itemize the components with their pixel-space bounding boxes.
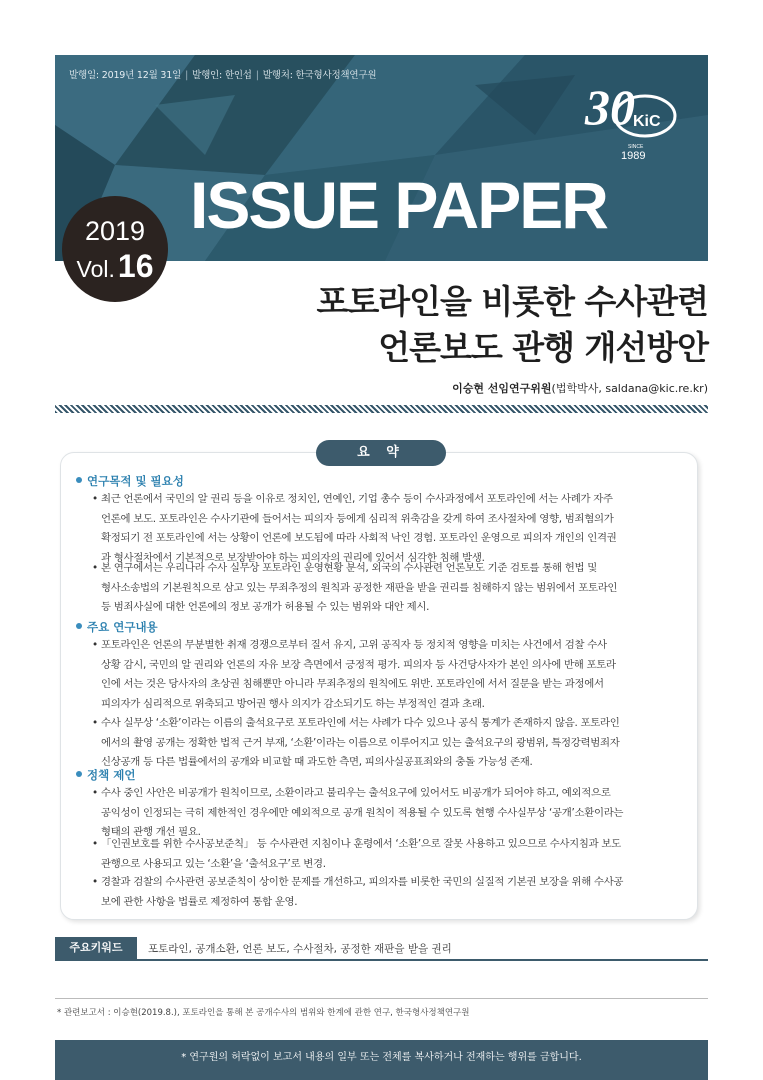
volume-label: Vol.	[76, 256, 115, 282]
bullet-dot: •	[92, 562, 98, 574]
bullet-line: 과 형사절차에서 기본적으로 보장받아야 하는 피의자의 권리에 있어서 심각한 침해 발생.	[101, 551, 485, 564]
bullet-line: 수사 중인 사안은 비공개가 원칙이므로, 소환이라고 불리우는 출석요구에 있어서도 비공개가 되어야 하고, 예외적으로	[101, 787, 611, 799]
section-bullet-dot	[76, 771, 82, 777]
volume-value: 16	[117, 248, 154, 284]
bullet-line: 최근 언론에서 국민의 알 권리 등을 이유로 정치인, 연예인, 기업 총수 등이 수사과정에서 포토라인에 서는 사례가 자주	[101, 493, 613, 505]
logo-acronym: KiC	[633, 113, 661, 130]
bullet-dot: •	[92, 639, 98, 651]
section-heading	[76, 767, 135, 783]
keywords-label: 주요키워드	[55, 937, 137, 959]
pub-date: 발행일: 2019년 12월 31일	[69, 70, 182, 81]
section-heading-text: 정책 제언	[87, 768, 136, 782]
summary-bullet	[92, 835, 692, 874]
bullet-line: 확정되기 전 포토라인에 서는 상황이 언론에 보도됨에 따라 사회적 낙인 경험. 포토라인 운영으로 피의자 개인의 인격권	[101, 532, 617, 544]
bullet-line: 수사 실무상 ‘소환’이라는 이름의 출석요구로 포토라인에 서는 사례가 다수 있으나 공식 통계가 존재하지 않음. 포토라인	[101, 717, 620, 729]
author-name: 이승현 선임연구위원	[452, 382, 552, 395]
section-heading-text: 연구목적 및 필요성	[87, 474, 184, 488]
author-line	[452, 380, 708, 396]
bullet-dot: •	[92, 787, 98, 799]
section-heading-text: 주요 연구내용	[87, 620, 158, 634]
footnote-divider	[55, 998, 708, 999]
page-title-line2: 언론보도 관행 개선방안	[378, 328, 708, 367]
bullet-dot: •	[92, 717, 98, 729]
summary-bullet	[92, 490, 692, 568]
volume-year: 2019	[84, 216, 146, 246]
keywords-text: 포토라인, 공개소환, 언론 보도, 수사절차, 공정한 재판을 받을 권리	[148, 943, 452, 955]
logo-number: 30	[585, 79, 635, 135]
bullet-line: 본 연구에서는 우리나라 수사 실무상 포토라인 운영현황 분석, 외국의 수사관련 언론보도 기준 검토를 통해 헌법 및	[101, 562, 597, 574]
bullet-line: 공익성이 인정되는 극히 제한적인 경우에만 예외적으로 공개 원칙이 적용될 수 있도록 현행 수사실무상 ‘공개’소환이라는	[101, 806, 624, 819]
bullet-line: 신상공개 등 다른 법률에서의 공개와 비교할 때 과도한 측면, 피의사실공표죄와의 충돌 가능성 존재.	[101, 756, 533, 768]
volume-number	[62, 248, 168, 285]
section-heading	[76, 619, 158, 635]
bullet-line: 형사소송법의 기본원칙으로 삼고 있는 무죄추정의 원칙과 공정한 재판을 받을 권리를 침해하지 않는 범위에서 포토라인	[101, 581, 618, 594]
bullet-line: 관행으로 사용되고 있는 ‘소환’을 ‘출석요구’로 변경.	[101, 857, 326, 870]
summary-bullet	[92, 784, 692, 843]
bullet-dot: •	[92, 838, 98, 850]
bullet-line: 포토라인은 언론의 무분별한 취재 경쟁으로부터 질서 유지, 고위 공직자 등 정치적 영향을 미치는 사건에서 검찰 수사	[101, 639, 607, 651]
section-bullet-dot	[76, 477, 82, 483]
bullet-line: 형태의 관행 개선 필요.	[101, 826, 201, 838]
section-heading	[76, 473, 184, 489]
logo-since-year: 1989	[621, 150, 646, 162]
bullet-line: 인에 서는 것은 당사자의 초상권 침해뿐만 아니라 무죄추정의 원칙에도 위반. 포토라인에 서서 질문을 받는 과정에서	[101, 678, 604, 690]
kic-30th-logo	[583, 76, 683, 166]
bullet-line: 에서의 촬영 공개는 정확한 법적 근거 부재, ‘소환’이라는 이름으로 이루어지고 있는 출석요구의 광범위, 특정강력범죄자	[101, 736, 620, 749]
publisher-person: 발행인: 한인섭	[192, 70, 252, 81]
bullet-dot: •	[92, 876, 98, 888]
section-bullet-dot	[76, 623, 82, 629]
page-title-line1: 포토라인을 비롯한 수사관련	[316, 282, 708, 321]
bullet-line: 피의자가 심리적으로 위축되고 방어권 행사 의지가 감소되기도 하는 부정적인 결과 초래.	[101, 697, 485, 710]
bullet-line: 등 범죄사실에 대한 언론에의 정보 공개가 허용될 수 있는 범위와 대안 제시.	[101, 601, 430, 613]
bullet-line: 경찰과 검찰의 수사관련 공보준칙이 상이한 문제를 개선하고, 피의자를 비롯한 국민의 실질적 기본권 보장을 위해 수사공	[101, 876, 624, 888]
volume-badge	[62, 196, 168, 302]
issue-paper-title: ISSUE PAPER	[190, 168, 607, 242]
copyright-footer: * 연구원의 허락없이 보고서 내용의 일부 또는 전체를 복사하거나 전재하는 행위를 금합니다.	[55, 1040, 708, 1080]
summary-bullet	[92, 636, 692, 714]
related-report: * 관련보고서 : 이승현(2019.8.), 포토라인을 통해 본 공개수사의 범위와 한계에 관한 연구, 한국형사정책연구원	[57, 1008, 470, 1018]
publication-info: 발행일: 2019년 12월 31일 | 발행인: 한인섭 | 발행처: 한국형사정책연구원	[69, 70, 377, 81]
bullet-line: 언론에 보도. 포토라인은 수사기관에 들어서는 피의자 등에게 심리적 위축감을 갖게 하여 조사절차에 영향, 범죄혐의가	[101, 512, 614, 525]
summary-bullet	[92, 559, 692, 618]
summary-label: 요 약	[316, 440, 446, 466]
hatched-divider	[55, 405, 708, 413]
bullet-line: 「인권보호를 위한 수사공보준칙」 등 수사관련 지침이나 훈령에서 ‘소환’으로 잘못 사용하고 있으므로 수사지침과 보도	[101, 838, 621, 850]
bullet-line: 보에 관한 사항을 법률로 제정하여 통합 운영.	[101, 895, 298, 908]
bullet-dot: •	[92, 493, 98, 505]
bullet-line: 상황 감시, 국민의 알 권리와 언론의 자유 보장 측면에서 긍정적 평가. 피의자 등 사건당사자가 본인 의사에 반해 포토라	[101, 658, 616, 671]
author-detail: (법학박사, saldana@kic.re.kr)	[551, 382, 708, 395]
keywords-underline	[55, 959, 708, 961]
summary-bullet	[92, 714, 692, 773]
summary-bullet	[92, 873, 692, 912]
logo-since-label: SINCE	[628, 144, 644, 150]
publisher-org: 발행처: 한국형사정책연구원	[262, 70, 377, 81]
